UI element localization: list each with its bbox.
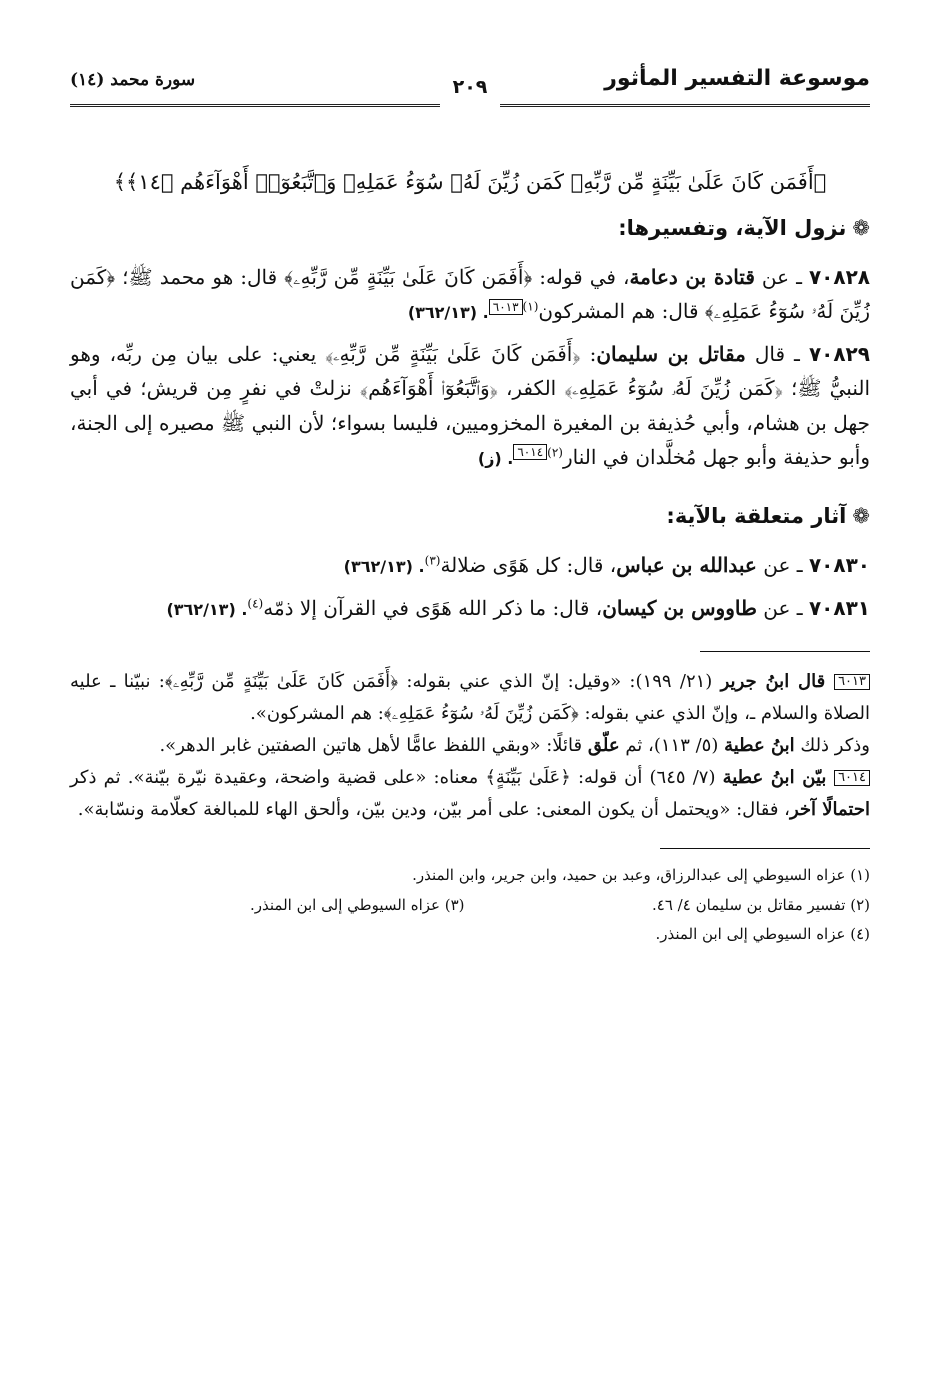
narration-70831 [70,591,870,625]
page-number: ٢٠٩ [452,76,488,98]
narration-number: ٧٠٨٢٨ [808,265,870,289]
commentary-block [70,666,870,826]
footnote-3: (٣) عزاه السيوطي إلى ابن المنذر. [250,895,465,914]
surah-label: سورة محمد (١٤) [70,70,196,90]
commentary-body-end: ، فقال: «ويحتمل أن يكون المعنى: على أمر بيّن، ودين بيّن، وألحق الهاء للمبالغة كعلّامة ونسّابة». [77,799,790,821]
narrator-name: عبدالله بن عباس [616,553,757,578]
narration-prefix: ـ عن [754,265,809,289]
footnote-4: (٤) عزاه السيوطي إلى ابن المنذر. [655,924,870,943]
header-rule-left [70,104,440,107]
narrator-name: قتادة بن دعامة [629,265,755,289]
page-header [70,66,870,108]
footnote-row [250,891,870,920]
footnote-marker: (٣) [424,553,441,568]
narration-70829 [70,337,870,475]
commentary-lead: بيّن ابنُ عطية [722,767,835,789]
narration-prefix: ـ عن [756,595,809,620]
commentary-mid: (٥/ ١١٣)، ثم [619,735,725,757]
commentary-ref-box: ٦٠١٣ [489,299,523,315]
footnote-marker: (٤) [247,596,264,611]
narrator-name: مقاتل بن سليمان [596,341,746,366]
narration-body: : ﴿أَفَمَن كَانَ عَلَىٰ بَيِّنَةٍ مِّن رَّبِّهِۦ﴾ يعني: على بيان مِن ربِّه، وهو النبيُّ ﷺ؛ ﴿كَمَن زُيِّنَ لَهُۥ سُوٓءُ عَمَلِهِۦ﴾ الكفر، ﴿وَٱتَّبَعُوٓا۟ أَهْوَآءَهُم﴾ نزلتْ في نفرٍ مِن قريش؛ في أبي جهل بن هشام، وأبي حُذيفة بن المغيرة المخزوميين، فليسا بسواء؛ لأن النبي ﷺ مصيره إلى الجنة، وأبو حذيفة وأبو جهل مُخلَّدان في النار [70,341,870,469]
verse-text: ﴿أَفَمَن كَانَ عَلَىٰ بَيِّنَةٍ مِّن رَّبِّهِۦ كَمَن زُيِّنَ لَهُۥ سُوٓءُ عَمَلِهِۦ وَٱتَّبَعُوٓا۟ أَهْوَآءَهُم ﴿١٤﴾﴾ [113,170,827,194]
commentary-number-box: ٦٠١٣ [834,674,870,690]
heading-text: نزول الآية، وتفسيرها: [618,216,847,240]
narration-number: ٧٠٨٣١ [808,595,870,620]
source-reference: . (٣٦٢/١٣) [407,303,489,323]
commentary-name: ابنُ عطية [724,735,795,757]
narration-70828 [70,260,870,329]
page [70,66,870,1356]
commentary-body: (٧/ ٦٤٥) أن قوله: ﴿عَلَىٰ بَيِّنَةٍ﴾ معناه: «على قضية واضحة، وعقيدة نيّرة بيّنة». ثم ذكر [70,767,723,789]
source-reference: . (٣٦٢/١٣) [166,599,248,619]
footnote-marker: (١) [522,299,539,314]
narration-number: ٧٠٨٣٠ [808,553,870,578]
footnote-marker: (٢) [547,445,563,460]
heading-text: آثار متعلقة بالآية: [666,504,847,529]
flower-icon: ❁ [852,504,870,529]
commentary-6014 [70,762,870,826]
section-heading-revelation [70,216,870,246]
narration-prefix: ـ قال [745,341,809,366]
commentary-number-box: ٦٠١٤ [834,770,870,786]
commentary-emphasis: احتمالًا آخر [789,799,870,821]
commentary-separator [700,651,870,652]
book-title: موسوعة التفسير المأثور [604,66,870,91]
flower-icon: ❁ [852,216,870,240]
footnote-separator [660,848,870,849]
source-reference: . (ز) [477,448,514,468]
narration-number: ٧٠٨٢٩ [808,341,870,366]
source-reference: . (٣٦٢/١٣) [343,557,425,577]
commentary-lead: قال ابنُ جرير [720,671,835,693]
commentary-body: قائلًا: «وبقي اللفظ عامًّا لأهل هاتين الصفتين غابر الدهر». [159,735,588,757]
commentary-prefix: وذكر ذلك [794,735,870,757]
commentary-body: (٢١/ ١٩٩): «وقيل: إنّ الذي عني بقوله: ﴿أَفَمَن كَانَ عَلَىٰ بَيِّنَةٍ مِّن رَّبِّهِۦ﴾: نبيّنا ـ عليه الصلاة والسلام ـ، وإنّ الذي عني بقوله: ﴿كَمَن زُيِّنَ لَهُۥ سُوٓءُ عَمَلِهِۦ﴾: هم المشركون». [70,671,870,725]
narration-body: ، قال: كل هَوًى ضلالة [440,553,617,578]
narrator-name: طاووس بن كيسان [602,595,757,620]
narration-body: ، في قوله: ﴿أَفَمَن كَانَ عَلَىٰ بَيِّنَةٍ مِّن رَّبِّهِۦ﴾ قال: هو محمد ﷺ؛ ﴿كَمَن زُيِّنَ لَهُۥ سُوٓءُ عَمَلِهِۦ﴾ قال: هم المشركون [70,265,870,324]
commentary-ref-box: ٦٠١٤ [513,444,547,460]
footnote-1: (١) عزاه السيوطي إلى عبدالرزاق، وعبد بن حميد، وابن جرير، وابن المنذر. [412,866,870,885]
footnote-2: (٢) تفسير مقاتل بن سليمان ٤/ ٤٦. [652,895,870,914]
section-heading-related [70,504,870,534]
commentary-ibn-atiyya [70,730,870,762]
narration-body: ، قال: ما ذكر الله هَوًى في القرآن إلا ذمّه [263,595,603,620]
commentary-6013 [70,666,870,730]
header-rule-right [500,104,870,107]
commentary-verb: علّق [587,735,620,757]
narration-70830 [70,548,870,582]
footnotes [70,861,870,949]
narration-prefix: ـ عن [756,553,809,578]
